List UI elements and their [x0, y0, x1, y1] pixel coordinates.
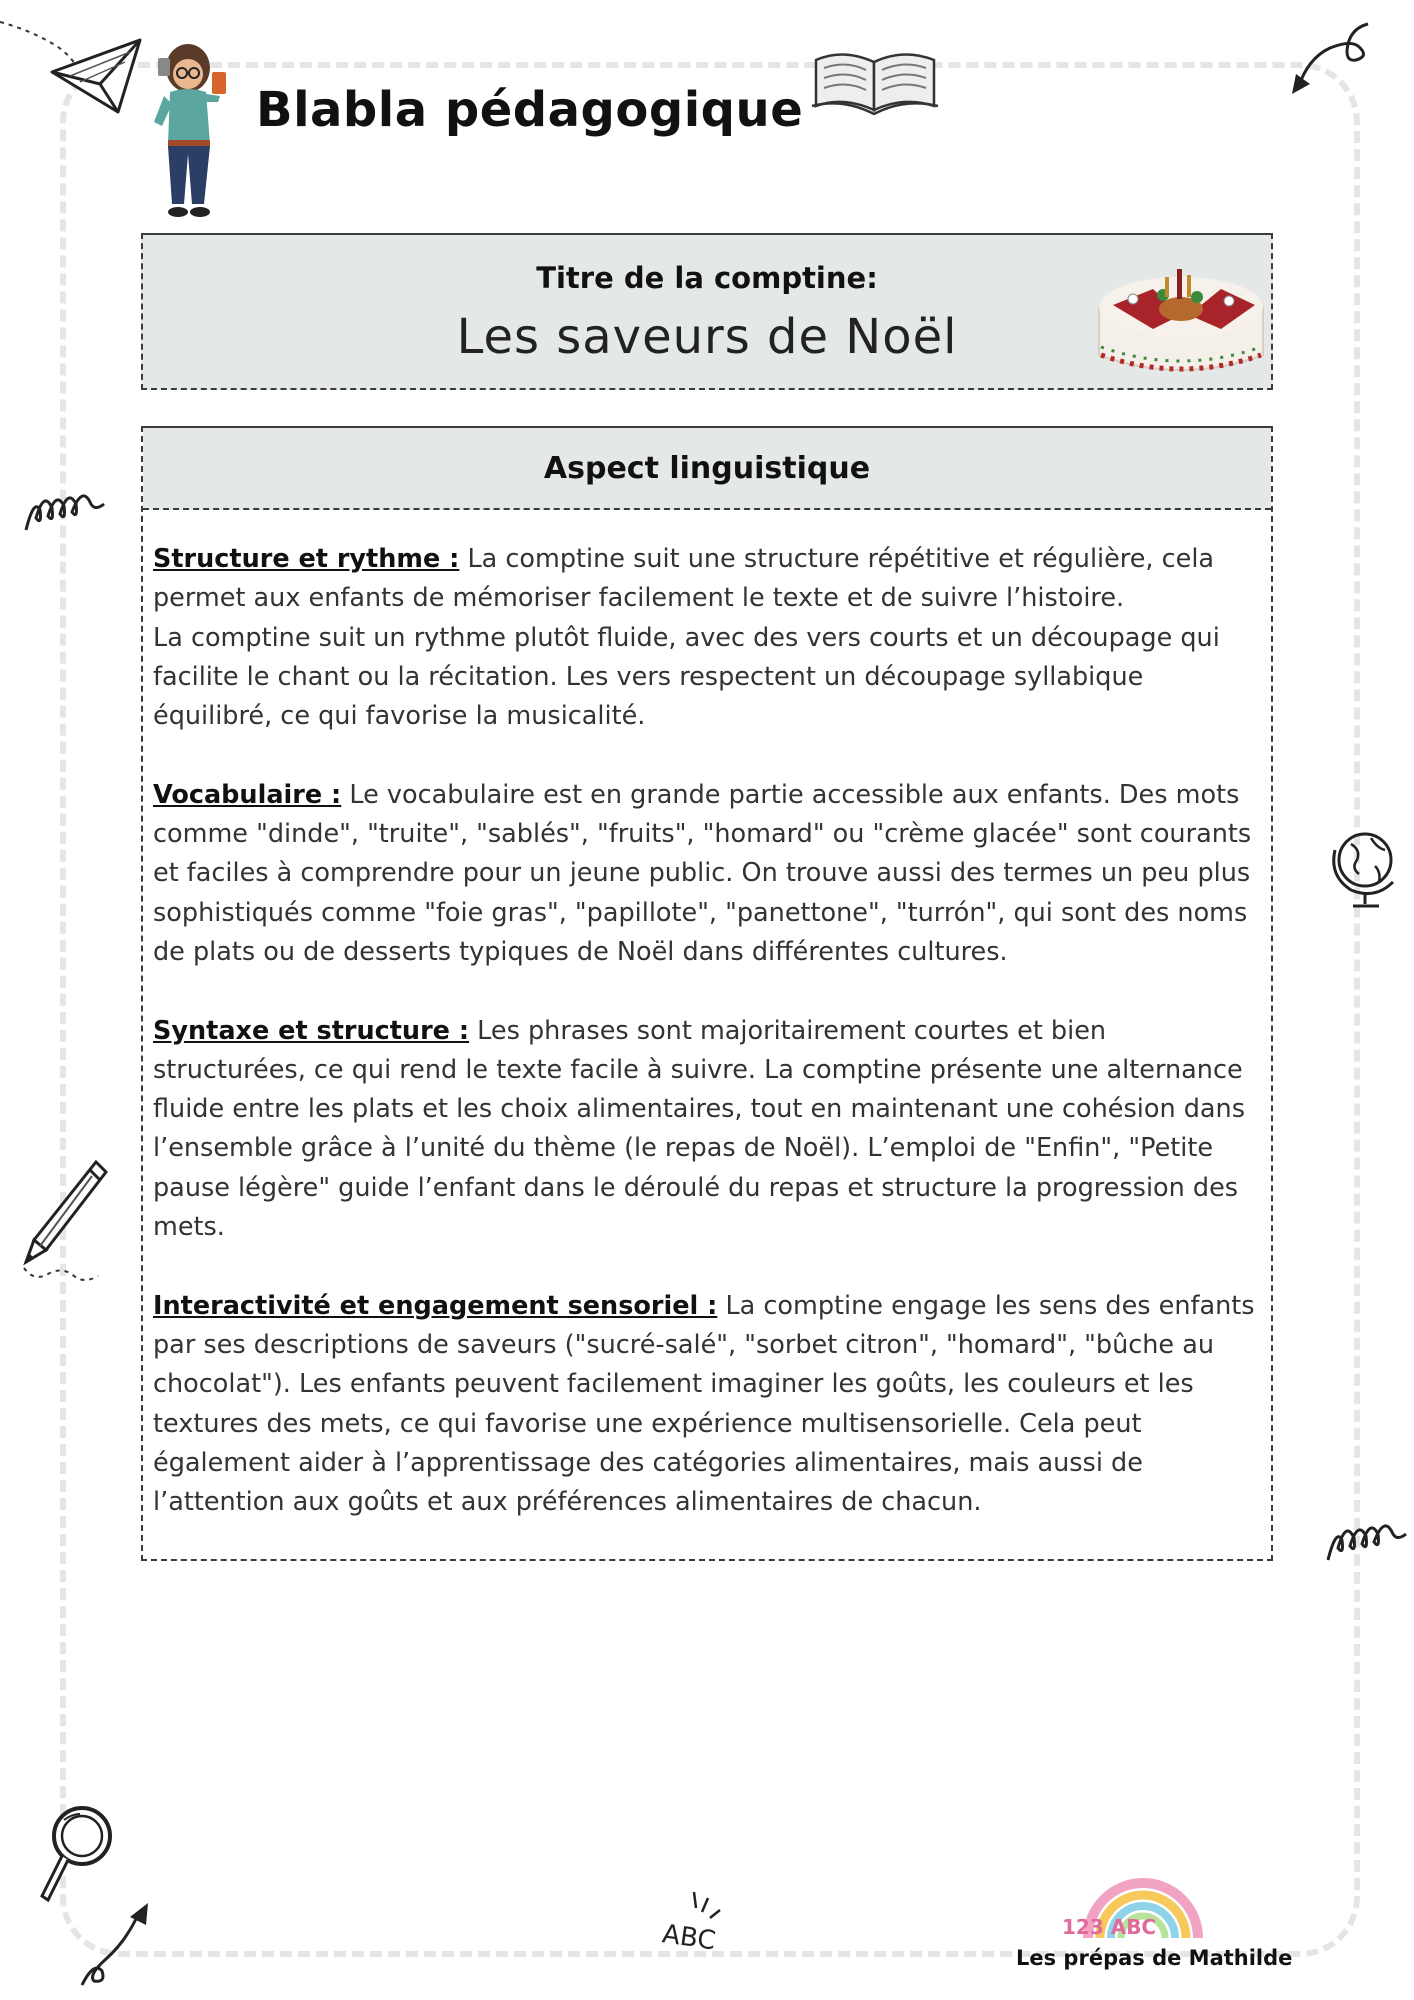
paragraph-lead: Vocabulaire :: [153, 779, 342, 810]
paragraph-text: Les phrases sont majoritairement courtes et bien structurées, ce qui rend le texte facile à suivre. La comptine présente une alternance fluide entre les plats et les choix alimentaires, tout en maintenant une cohésion dans l’ensemble grâce à l’unité du thème (le repas de Noël). L’emploi de "Enfin", "Petite pause légère" guide l’enfant dans le déroulé du repas et structure la progression des mets.: [153, 1015, 1245, 1243]
paragraph-interactivite: [153, 1287, 1261, 1523]
paragraph-text: La comptine suit un rythme plutôt fluide, avec des vers courts et un découpage qui facilite le chant ou la récitation. Les vers respectent un découpage syllabique équilibré, ce qui favorise la musicalité.: [153, 622, 1220, 732]
curved-arrow-icon: [1290, 18, 1375, 98]
logo-text: 123 ABC: [1062, 1915, 1157, 1939]
rainbow-logo-icon: [1058, 1862, 1228, 1942]
paragraph-text: La comptine suit une structure répétitive et régulière, cela permet aux enfants de mémoriser facilement le texte et de suivre l’histoire.: [153, 544, 1215, 614]
magnifier-icon: [34, 1800, 124, 1910]
globe-icon: [1325, 820, 1405, 910]
paragraph-vocabulaire: [153, 776, 1261, 972]
paragraph-text: La comptine engage les sens des enfants par ses descriptions de saveurs ("sucré-salé", "sorbet citron", "homard", "bûche au chocolat"). Les enfants peuvent facilement imaginer les goûts, les couleurs et les textures des mets, ce qui favorise une expérience multisensorielle. Cela peut également aider à l’apprentissage des catégories alimentaires, mais aussi de l’attention aux goûts et aux préférences alimentaires de chacun.: [153, 1290, 1255, 1518]
abc-doodle-icon: [650, 1880, 750, 1960]
paragraph-lead: Interactivité et engagement sensoriel :: [153, 1290, 718, 1321]
title-label: Titre de la comptine:: [536, 261, 878, 295]
loops-doodle-icon: [20, 480, 110, 540]
brand-name: Les prépas de Mathilde: [1016, 1946, 1293, 1970]
paragraph-lead: Structure et rythme :: [153, 544, 460, 574]
title-box: [141, 233, 1273, 390]
paragraph-text: Le vocabulaire est en grande partie accessible aux enfants. Des mots comme "dinde", "truite", "sablés", "fruits", "homard" ou "crème glacée" sont courants et faciles à comprendre pour un jeune public. On trouve aussi des termes un peu plus sophistiqués comme "foie gras", "papillote", "panettone", "turrón", qui sont des noms de plats ou de desserts typiques de Noël dans différentes cultures.: [153, 779, 1252, 967]
aspect-linguistique-section: [141, 426, 1273, 1561]
curved-arrow-icon: [70, 1895, 160, 1995]
paper-plane-icon: [0, 0, 150, 130]
loops-doodle-icon: [1322, 1510, 1412, 1570]
page-title: Blabla pédagogique: [256, 82, 804, 138]
open-book-icon: [808, 40, 943, 115]
section-body: [143, 510, 1271, 1522]
abc-doodle-text: ABC: [660, 1919, 718, 1957]
cake-icon: [1093, 237, 1269, 387]
teacher-illustration: [140, 36, 240, 226]
paragraph-lead: Syntaxe et structure :: [153, 1015, 470, 1046]
pencil-icon: [14, 1150, 114, 1290]
comptine-title: Les saveurs de Noël: [456, 309, 958, 365]
section-heading: Aspect linguistique: [143, 428, 1271, 510]
paragraph-syntaxe-structure: [153, 1012, 1261, 1248]
paragraph-structure-rythme: [153, 540, 1261, 736]
